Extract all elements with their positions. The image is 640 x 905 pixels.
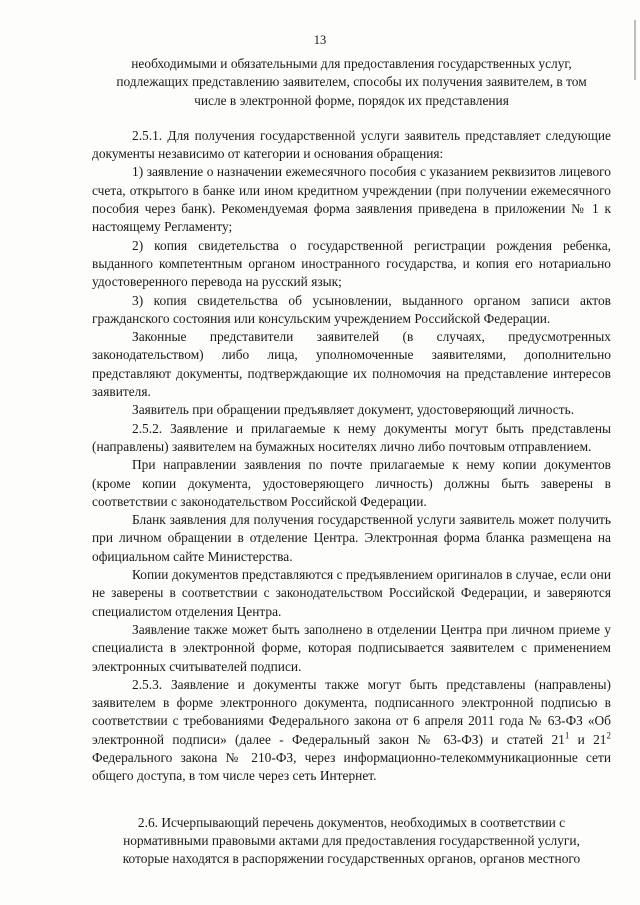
paragraph-mail-submission: При направлении заявления по почте прилагаемые к нему копии документов (кроме копии документа, удостоверяющего личность) должны быть заверены в соответствии с законодательством Российской Федерации. [92,457,611,509]
paragraph-item-2: 2) копия свидетельства о государственной регистрации рождения ребенка, выданного компетентным органом иностранного государства, и копия его нотариально удостоверенного перевода на русский язык; [92,237,611,290]
paragraph-2-5-3 [92,676,611,786]
superscript: 1 [564,730,570,741]
document-body [92,55,611,868]
paragraph-legal-representatives: Законные представители заявителей (в случаях, предусмотренных законодательством) либо лица, уполномоченные заявителями, дополнительно представляют документы, подтверждающие их полномочия на представление интересов заявителя. [92,329,611,400]
paragraph-2-5-1: 2.5.1. Для получения государственной услуги заявитель представляет следующие документы независимо от категории и основания обращения: [92,127,611,162]
heading-line: числе в электронной форме, порядок их представления [194,92,509,108]
paragraph-item-1: 1) заявление о назначении ежемесячного пособия с указанием реквизитов лицевого счета, открытого в банке или ином кредитном учреждении (при получении ежемесячного пособия через банк). Рекомендуемая форма заявления приведена в приложении № 1 к настоящему Регламенту; [92,164,611,235]
paragraph-in-person-filling: Заявление также может быть заполнено в отделении Центра при личном приеме у специалиста в электронной форме, которая подписывается заявителем с применением электронных считывателей подписи. [92,621,611,674]
page-number: 13 [313,33,327,47]
paragraph-identity-document: Заявитель при обращении предъявляет документ, удостоверяющий личность. [132,402,575,418]
heading-line: необходимыми и обязательными для предоставления государственных услуг, [131,56,572,71]
paragraph-2-5-3-text: 2.5.3. Заявление и документы также могут быть представлены (направлены) заявителем в форме электронного документа, подписанного электронной подписью в соответствии с требованиями Федерального закона от 6 апреля 2011 года № 63-ФЗ «Об электронной подписи» (далее - Федеральный закон № 63-ФЗ) и статей 21 [92,676,611,747]
paragraph-item-3: 3) копия свидетельства об усыновлении, выданного органом записи актов гражданского состояния или консульским учреждением Российской Федерации. [92,292,611,326]
section-heading-bottom [92,814,611,869]
heading-line: которые находятся в распоряжении государственных органов, органов местного [122,851,581,867]
paragraph-2-5-3-text: Федерального закона № 210-ФЗ, через информационно-телекоммуникационные сети общего доступа, в том числе через сеть Интернет. [92,749,611,784]
paragraph-application-form: Бланк заявления для получения государственной услуги заявитель может получить при личном обращении в отделение Центра. Электронная форма бланка размещена на официальном сайте Министерства. [92,512,611,564]
superscript: 2 [606,730,611,741]
heading-line: подлежащих представлению заявителем, способы их получения заявителем, в том [116,74,587,90]
paragraph-2-5-2: 2.5.2. Заявление и прилагаемые к нему документы могут быть представлены (направлены) заявителем на бумажных носителях лично либо почтовым отправлением. [92,420,611,454]
scan-edge-mark [634,20,636,80]
heading-line: 2.6. Исчерпывающий перечень документов, необходимых в соответствии с [137,814,566,830]
heading-line: нормативными правовыми актами для предоставления государственной услуги, [123,832,580,848]
section-heading-top [92,55,611,110]
paragraph-2-5-3-text: и 21 [569,731,607,747]
paragraph-document-copies: Копии документов представляются с предъявлением оригиналов в случае, если они не заверены в соответствии с законодательством Российской Федерации, и заверяются специалистом отделения Центра. [92,567,611,619]
